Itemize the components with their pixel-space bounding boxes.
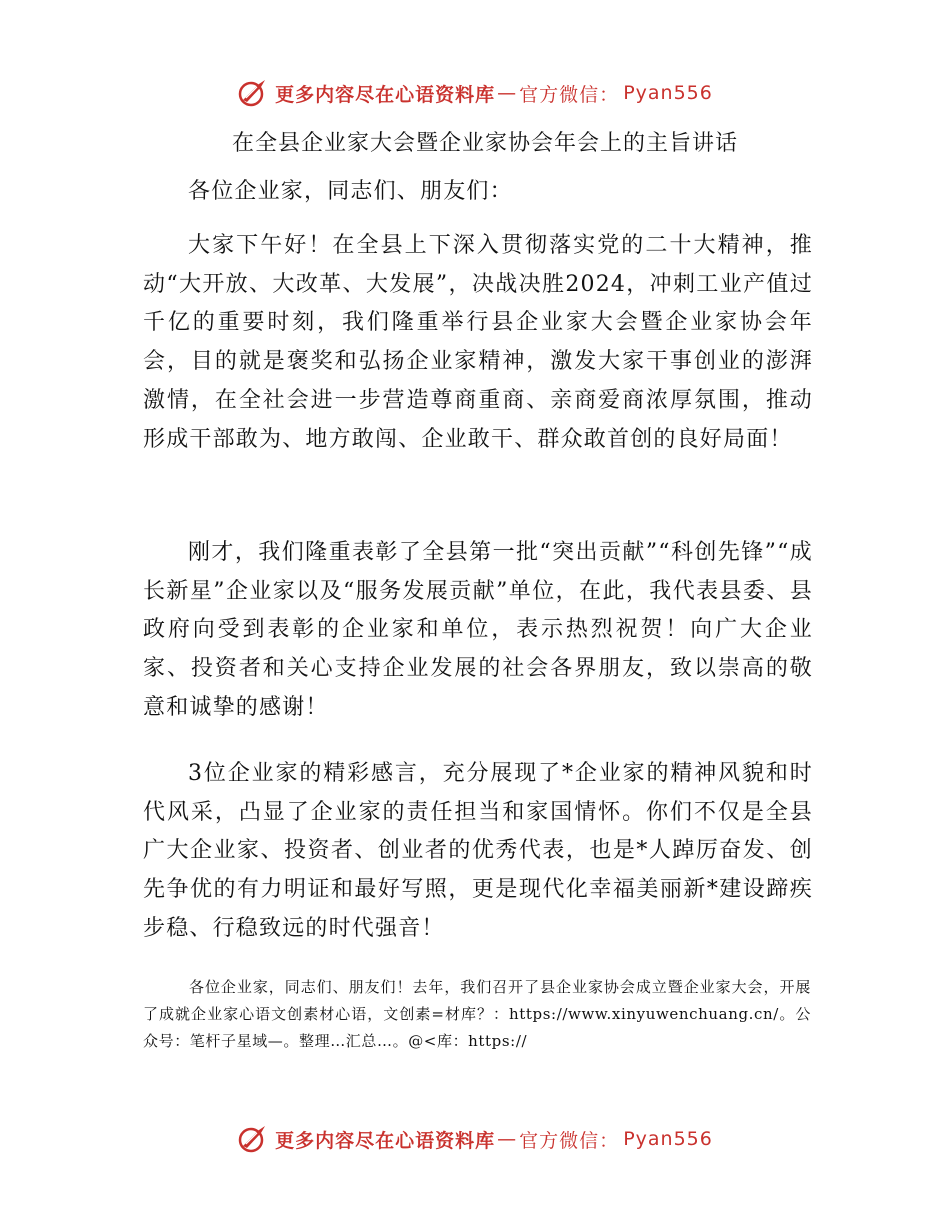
banner-separator: — [497, 1128, 518, 1150]
paragraph-2: 刚才，我们隆重表彰了全县第一批“突出贡献”“科创先锋”“成长新星”企业家以及“服务发展贡献”单位，在此，我代表县委、县政府向受到表彰的企业家和单位，表示热烈祝贺！向广大企业家、投资者和关心支持企业发展的社会各界朋友，致以崇高的敬意和诚挚的感谢！ [143, 540, 813, 720]
banner-wechat-label: 官方微信： [519, 1129, 620, 1152]
paragraph-1: 大家下午好！在全县上下深入贯彻落实党的二十大精神，推动“大开放、大改革、大发展”，决战决胜2024，冲刺工业产值过千亿的重要时刻，我们隆重举行县企业家大会暨企业家协会年会，目的就是褒奖和弘扬企业家精神，激发大家干事创业的澎湃激情，在全社会进一步营造尊商重商、亲商爱商浓厚氛围，推动形成干部敢为、地方敢闯、企业敢干、群众敢首创的良好局面！ [143, 233, 813, 452]
banner-wechat-id: Pyan556 [623, 1128, 713, 1150]
header-watermark-banner [0, 78, 950, 108]
quill-logo-icon [237, 78, 271, 108]
paragraph-3: 3位企业家的精彩感言，充分展现了*企业家的精神风貌和时代风采，凸显了企业家的责任担当和家国情怀。你们不仅是全县广大企业家、投资者、创业者的优秀代表，也是*人踔厉奋发、创先争优的有力明证和最好写照，更是现代化幸福美丽新*建设蹄疾步稳、行稳致远的时代强音！ [143, 761, 813, 941]
banner-separator: — [497, 82, 518, 104]
footer-watermark-banner [0, 1124, 950, 1154]
greeting-line: 各位企业家，同志们、朋友们： [188, 179, 513, 204]
banner-main-text: 更多内容尽在心语资料库 [275, 1129, 496, 1152]
banner-main-text: 更多内容尽在心语资料库 [275, 83, 496, 106]
footnote-text: 各位企业家，同志们、朋友们！去年，我们召开了县企业家协会成立暨企业家大会，开展了成就企业家心语文创素材心语，文创素=材库？：https://www.xinyuwenchuang.cn/。公众号：笔杆子星域—。整理…汇总…。@<库：https:// [143, 978, 811, 1050]
document-title: 在全县企业家大会暨企业家协会年会上的主旨讲话 [231, 131, 738, 156]
banner-wechat-label: 官方微信： [519, 83, 620, 106]
quill-logo-icon [237, 1124, 271, 1154]
banner-wechat-id: Pyan556 [623, 82, 713, 104]
